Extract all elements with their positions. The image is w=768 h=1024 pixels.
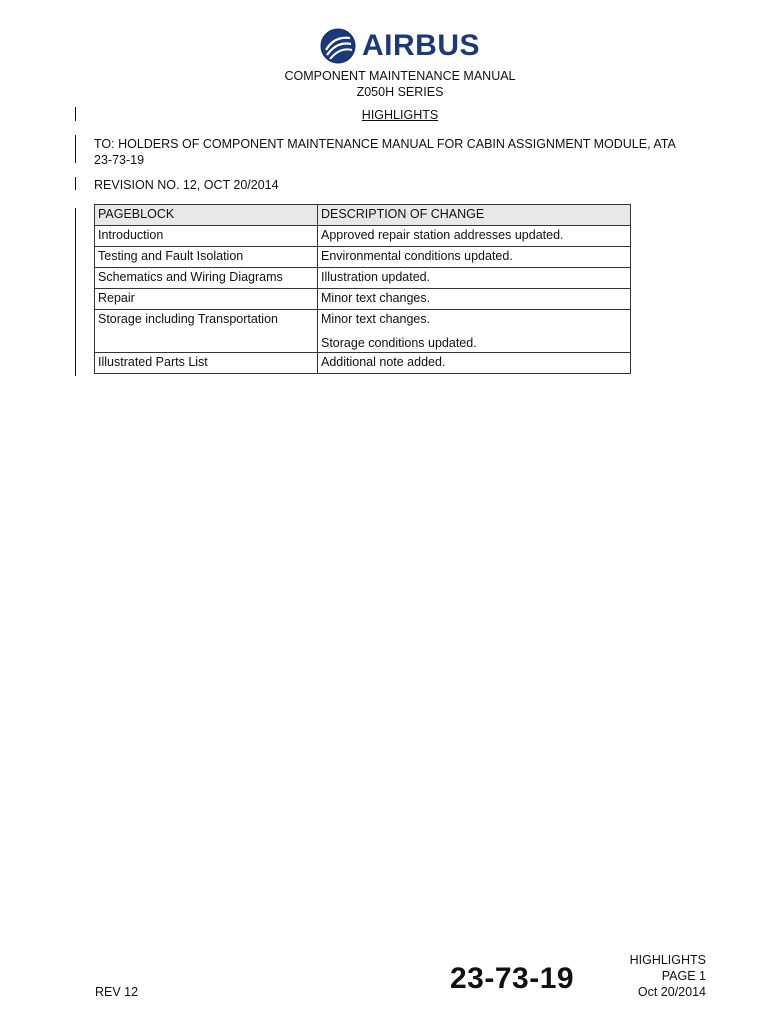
- airbus-globe-icon: [320, 28, 356, 64]
- brand-wordmark: AIRBUS: [362, 29, 481, 62]
- revision-line: REVISION NO. 12, OCT 20/2014: [94, 178, 279, 192]
- footer-date: Oct 20/2014: [637, 985, 706, 999]
- table-row: [95, 353, 631, 374]
- description-cell: Environmental conditions updated.: [318, 247, 631, 268]
- description-cell: Minor text changes.: [318, 289, 631, 310]
- description-cell: [318, 310, 631, 353]
- pageblock-cell: Introduction: [95, 226, 318, 247]
- pageblock-cell: Storage including Transportation: [95, 310, 318, 353]
- manual-title: COMPONENT MAINTENANCE MANUAL: [284, 69, 516, 83]
- pageblock-cell: Schematics and Wiring Diagrams: [95, 268, 318, 289]
- highlights-table: [94, 204, 631, 374]
- table-row: [95, 268, 631, 289]
- description-cell: Approved repair station addresses updated.: [318, 226, 631, 247]
- table-row: [95, 247, 631, 268]
- recipient-line: TO: HOLDERS OF COMPONENT MAINTENANCE MANUAL FOR CABIN ASSIGNMENT MODULE, ATA 23-73-19: [94, 137, 676, 167]
- table-row: [95, 226, 631, 247]
- pageblock-cell: Repair: [95, 289, 318, 310]
- series-title: Z050H SERIES: [356, 85, 444, 99]
- footer-page-info: [630, 952, 706, 1000]
- description-line: Minor text changes.: [321, 312, 431, 326]
- footer-document-code: 23-73-19: [450, 962, 575, 995]
- pageblock-cell: Illustrated Parts List: [95, 353, 318, 374]
- footer-section: HIGHLIGHTS: [629, 953, 706, 967]
- column-header-description: DESCRIPTION OF CHANGE: [318, 205, 631, 226]
- description-cell: Additional note added.: [318, 353, 631, 374]
- change-bar: [75, 208, 76, 376]
- column-header-pageblock: PAGEBLOCK: [95, 205, 318, 226]
- description-line: Storage conditions updated.: [321, 336, 477, 350]
- change-bar: [75, 107, 76, 121]
- table-row: [95, 310, 631, 353]
- footer-revision: REV 12: [95, 985, 139, 999]
- airbus-logo: [320, 28, 490, 64]
- table-header-row: [95, 205, 631, 226]
- footer-page-number: PAGE 1: [661, 969, 706, 983]
- table-row: [95, 289, 631, 310]
- description-cell: Illustration updated.: [318, 268, 631, 289]
- pageblock-cell: Testing and Fault Isolation: [95, 247, 318, 268]
- section-title: HIGHLIGHTS: [361, 108, 439, 122]
- change-bar: [75, 135, 76, 163]
- change-bar: [75, 177, 76, 190]
